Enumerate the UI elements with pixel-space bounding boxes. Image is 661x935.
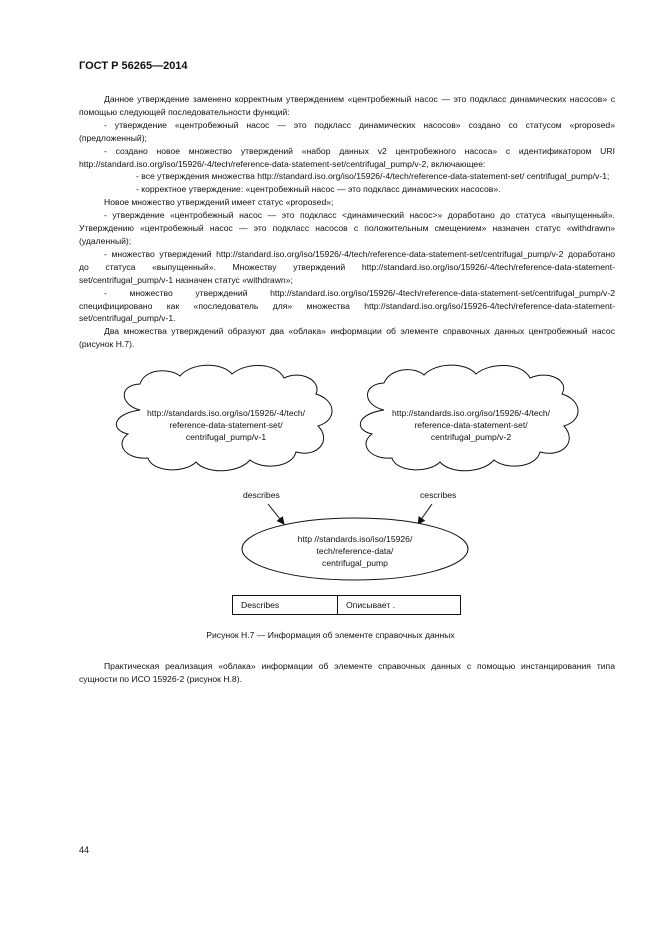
cloud-left-line: http://standards.iso.org/iso/15926/-4/tech/	[146, 408, 306, 418]
ellipse-line: centrifugal_pump	[322, 558, 388, 568]
status-paragraph: Новое множество утверждений имеет статус «proposed»;	[104, 197, 334, 208]
legend-value: Описывает .	[346, 600, 396, 610]
sub-list-item: - все утверждения множества http://standard.iso.org/iso/15926/-4/tech/reference-data-statement-set/ centrifugal_pump/v-1;	[136, 171, 610, 182]
arrow-left	[268, 504, 284, 524]
edge-label-left: describes	[243, 490, 280, 500]
closing-paragraph: Практическая реализация «облака» информации об элементе справочных данных с помощью инстанцирования типа сущности по ИСО 15926-2 (рисунок Н.8).	[79, 661, 615, 684]
arrow-right	[418, 504, 432, 524]
page-number: 44	[79, 845, 90, 855]
list-item: - множество утверждений http://standard.iso.org/iso/15926/-4/tech/reference-data-statement-set/centrifugal_pump/v-2 доработано до статуса «выпущенный». Множеству утверждений http://standard.iso.org/iso/15926/-4/tech/reference-data-statement-set/centrifugal_pump/v-1 назначен статус «withdrawn»;	[79, 248, 615, 285]
legend-key: Describes	[233, 596, 338, 614]
list-item: - создано новое множество утверждений «набор данных v2 центробежного насоса» с идентификатором URI http://standard.iso.org/iso/15926/-4/tech/reference-data-statement-set/centrifugal_pump/v-2, включающее:	[79, 145, 615, 169]
list-item: - утверждение «центробежный насос — это подкласс <динамический насос>» доработано до статуса «выпущенный». Утверждению «центробежный насос — это подкласс насосов с положительным смещением» назначен статус «withdrawn» (удаленный);	[79, 210, 615, 246]
list-item: - множество утверждений http://standard.iso.org/iso/15926/-4tech/reference-data-statement-set/centrifugal_pump/v-2 специфицировано как «последователь для» множества http://standard.iso.org/iso/15926-4/tech/reference-data-statement-set/centrifugal_pump/v-1.	[79, 287, 615, 324]
cloud-right-line: reference-data-statement-set/	[414, 420, 528, 430]
sub-list-item: - корректное утверждение: «центробежный насос — это подкласс динамических насосов».	[136, 184, 501, 195]
list-item: - утверждение «центробежный насос — это подкласс динамических насосов» создано со статусом «proposed» (предложенный);	[79, 119, 615, 143]
cloud-right-line: http://standards.iso.org/iso/15926/-4/tech/	[391, 408, 551, 418]
clouds-paragraph: Два множества утверждений образуют два «облака» информации об элементе справочных данных центробежный насос (рисунок Н.7).	[79, 326, 615, 350]
ellipse-line: tech/reference-data/	[316, 546, 394, 556]
edge-label-right: cescribes	[420, 490, 457, 500]
cloud-left-line: centrifugal_pump/v-1	[185, 432, 267, 442]
legend-table	[232, 595, 461, 615]
cloud-left-line: reference-data-statement-set/	[169, 420, 283, 430]
intro-paragraph: Данное утверждение заменено корректным утверждением «центробежный насос — это подкласс динамических насосов» с помощью следующей последовательности функций:	[79, 94, 615, 117]
closing-text	[79, 660, 615, 686]
figure-caption: Рисунок Н.7 — Информация об элементе справочных данных	[206, 630, 455, 640]
cloud-left-shape	[116, 365, 332, 471]
ellipse-line: http //standards.iso/iso/15926/	[297, 534, 413, 544]
cloud-right-line: centrifugal_pump/v-2	[430, 432, 512, 442]
document-header: ГОСТ Р 56265—2014	[79, 60, 188, 72]
